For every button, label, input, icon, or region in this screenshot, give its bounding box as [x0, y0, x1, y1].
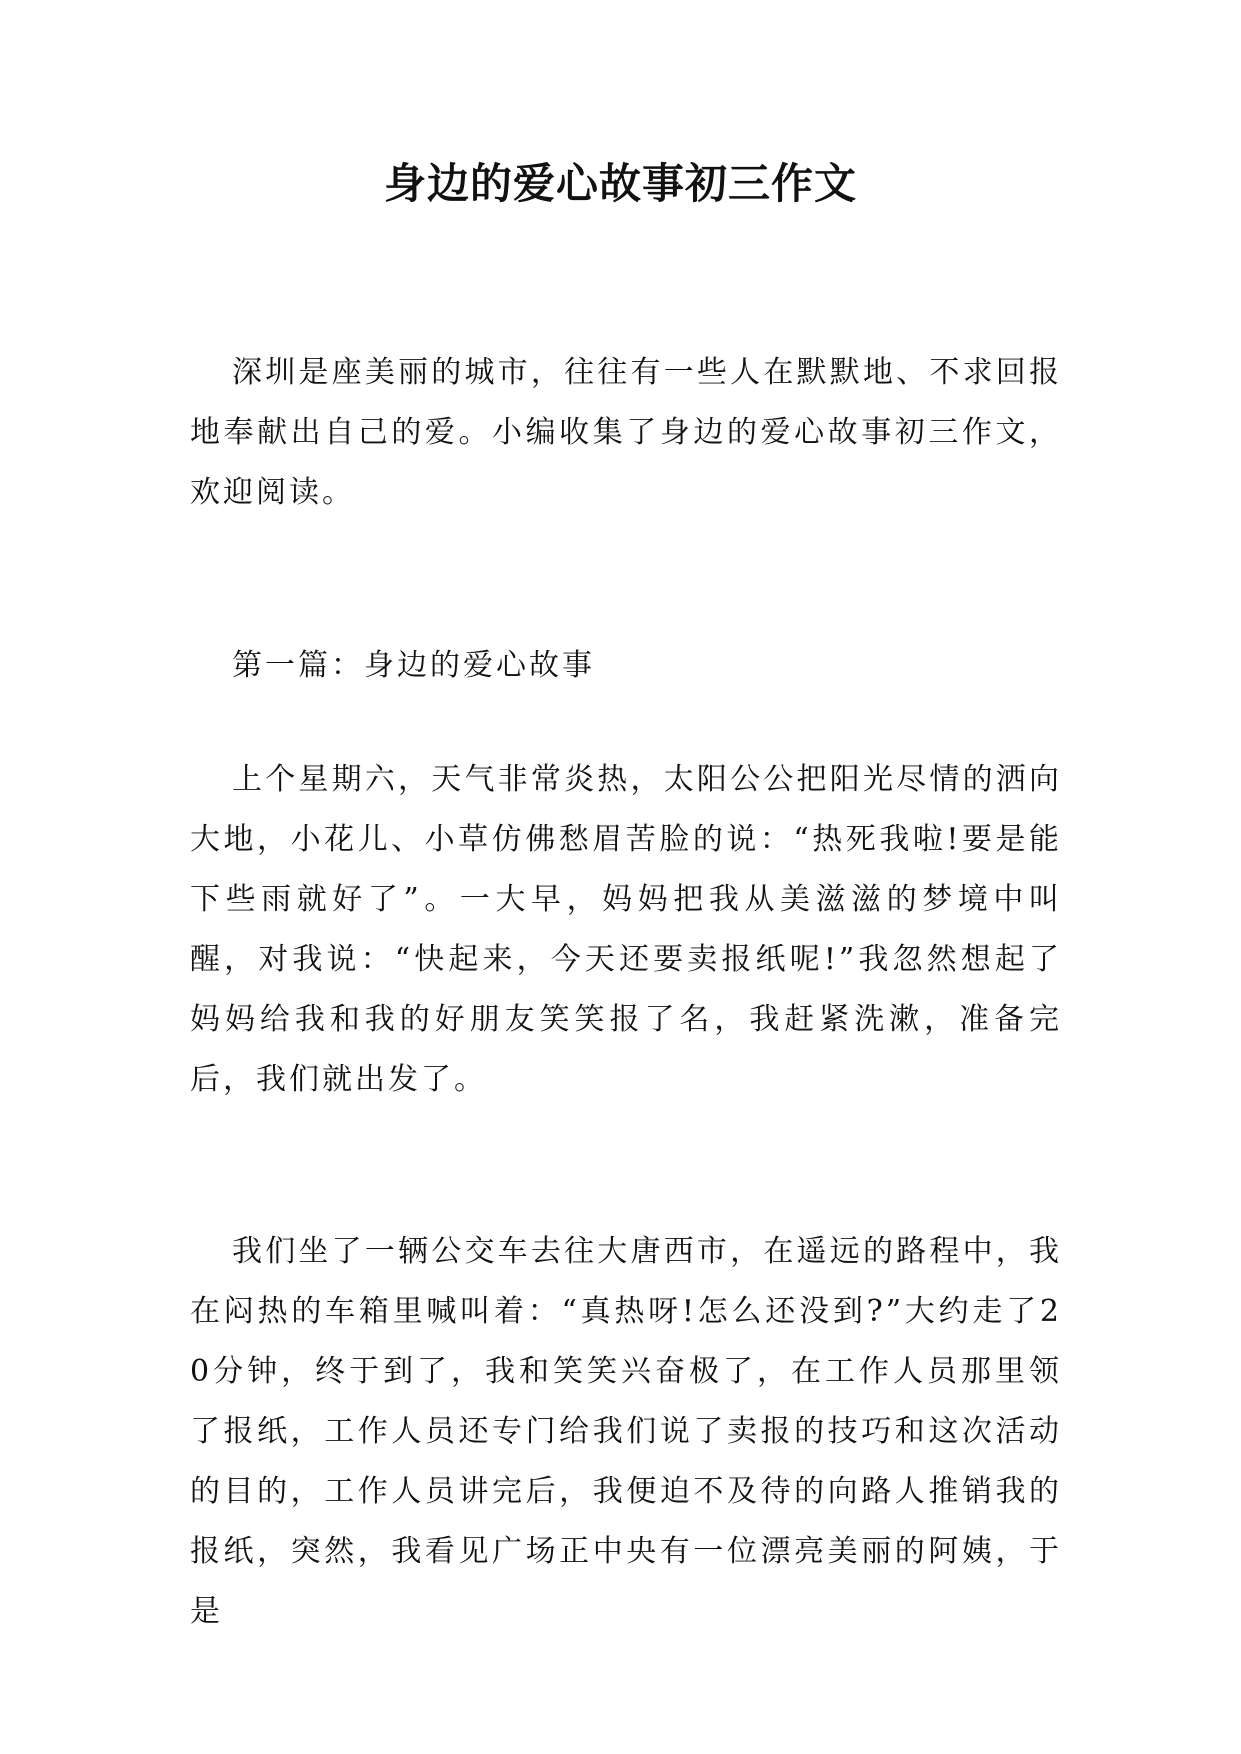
page-title: 身边的爱心故事初三作文: [383, 159, 857, 208]
intro-paragraph: 深圳是座美丽的城市，往往有一些人在默默地、不求回报地奉献出自己的爱。小编收集了身边的爱心故事初三作文，欢迎阅读。: [190, 355, 1062, 510]
section-heading: 第一篇：身边的爱心故事: [232, 648, 595, 683]
body-paragraph: 上个星期六，天气非常炎热，太阳公公把阳光尽情的洒向大地，小花儿、小草仿佛愁眉苦脸的说：“热死我啦!要是能下些雨就好了”。一大早，妈妈把我从美滋滋的梦境中叫醒，对我说：“快起来，今天还要卖报纸呢!”我忽然想起了妈妈给我和我的好朋友笑笑报了名，我赶紧洗漱，准备完后，我们就出发了。: [190, 762, 1062, 1097]
body-paragraph: 我们坐了一辆公交车去往大唐西市，在遥远的路程中，我在闷热的车箱里喊叫着：“真热呀!怎么还没到?”大约走了20分钟，终于到了，我和笑笑兴奋极了，在工作人员那里领了报纸，工作人员还专门给我们说了卖报的技巧和这次活动的目的，工作人员讲完后，我便迫不及待的向路人推销我的报纸，突然，我看见广场正中央有一位漂亮美丽的阿姨，于是: [190, 1234, 1062, 1629]
